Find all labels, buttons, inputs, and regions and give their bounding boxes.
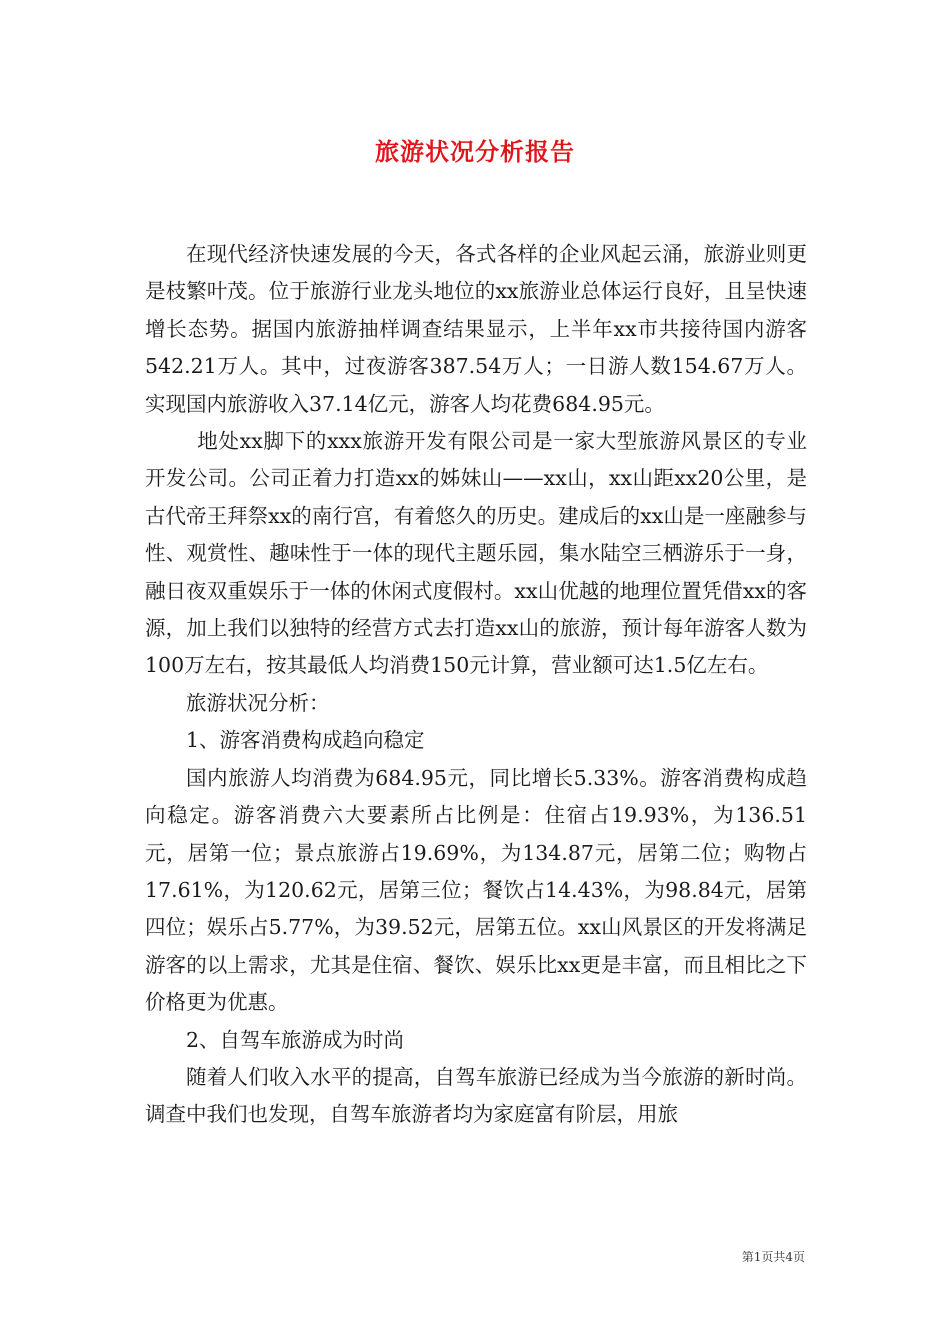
page-number-footer: 第1页共4页 <box>741 1250 805 1264</box>
page-title: 旅游状况分析报告 <box>375 137 575 166</box>
subheading-consumption: 1、游客消费构成趋向稳定 <box>186 728 425 753</box>
paragraph-intro: 在现代经济快速发展的今天，各式各样的企业风起云涌，旅游业则更是枝繁叶茂。位于旅游行业龙头地位的xx旅游业总体运行良好，且呈快速增长态势。据国内旅游抽样调查结果显示，上半年xx市共接待国内游客542.21万人。其中，过夜游客387.54万人；一日游人数154.67万人。实现国内旅游收入37.14亿元，游客人均花费684.95元。 <box>145 242 807 416</box>
paragraph-company: 地处xx脚下的xxx旅游开发有限公司是一家大型旅游风景区的专业开发公司。公司正着力打造xx的姊妹山——xx山，xx山距xx20公里，是古代帝王拜祭xx的南行宫，有着悠久的历史。建成后的xx山是一座融参与性、观赏性、趣味性于一体的现代主题乐园，集水陆空三栖游乐于一身，融日夜双重娱乐于一体的休闲式度假村。xx山优越的地理位置凭借xx的客源，加上我们以独特的经营方式去打造xx山的旅游，预计每年游客人数为100万左右，按其最低人均消费150元计算，营业额可达1.5亿左右。 <box>145 429 807 678</box>
paragraph-consumption: 国内旅游人均消费为684.95元，同比增长5.33%。游客消费构成趋向稳定。游客消费六大要素所占比例是：住宿占19.93%，为136.51元，居第一位；景点旅游占19.69%，为134.87元，居第二位；购物占17.61%，为120.62元，居第三位；餐饮占14.43%，为98.84元，居第四位；娱乐占5.77%，为39.52元，居第五位。xx山风景区的开发将满足游客的以上需求，尤其是住宿、餐饮、娱乐比xx更是丰富，而且相比之下价格更为优惠。 <box>145 765 807 1015</box>
paragraph-self-drive: 随着人们收入水平的提高，自驾车旅游已经成为当今旅游的新时尚。调查中我们也发现，自驾车旅游者均为家庭富有阶层，用旅 <box>145 1064 807 1127</box>
section-heading-analysis: 旅游状况分析： <box>186 690 330 715</box>
subheading-self-drive: 2、自驾车旅游成为时尚 <box>186 1027 405 1052</box>
document-body <box>145 236 807 1134</box>
